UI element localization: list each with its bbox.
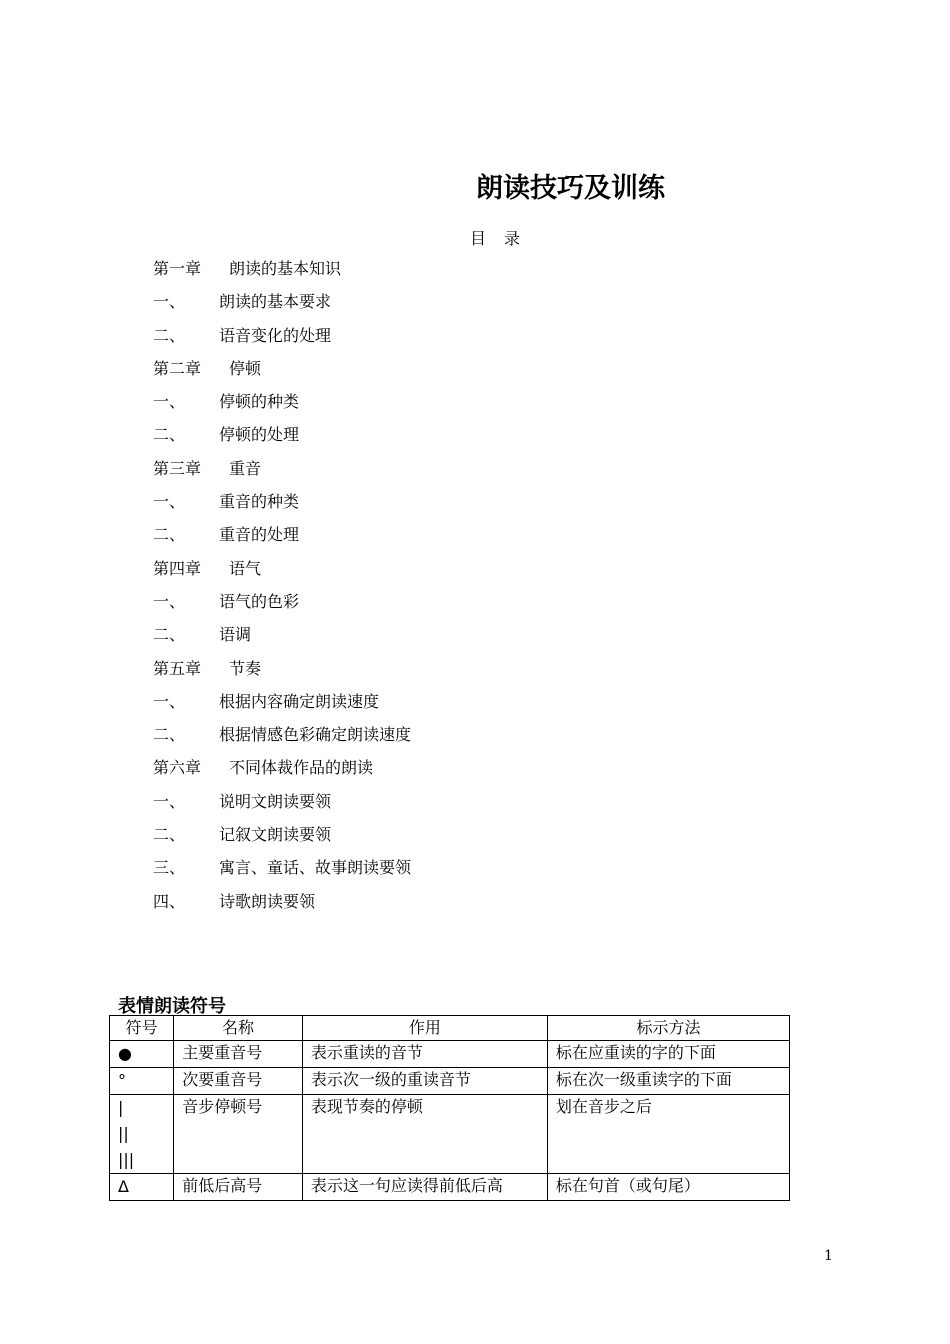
- cell-symbol: [110, 1068, 174, 1095]
- cell-use: 表示次一级的重读音节: [302, 1068, 547, 1095]
- toc-item-number: 二、: [153, 825, 186, 845]
- toc-item-text: 记叙文朗读要领: [219, 825, 332, 845]
- cell-use: 表示这一句应读得前低后高: [302, 1174, 547, 1201]
- toc-item: [153, 756, 411, 789]
- cell-name: 主要重音号: [174, 1041, 303, 1068]
- toc-item: [153, 823, 411, 856]
- cell-use: 表现节奏的停顿: [302, 1095, 547, 1174]
- toc-item-text: 停顿: [229, 358, 262, 378]
- reading-symbol: |||: [118, 1150, 135, 1169]
- toc-item: [153, 723, 411, 756]
- toc-item-number: 二、: [153, 525, 186, 545]
- toc-item-number: 二、: [153, 425, 186, 445]
- toc-item-text: 重音: [229, 458, 262, 478]
- toc-item: [153, 657, 411, 690]
- toc-item-number: 一、: [153, 392, 186, 412]
- toc-item-number: 三、: [153, 858, 186, 878]
- toc-item-number: 二、: [153, 725, 186, 745]
- toc-item-text: 说明文朗读要领: [219, 791, 332, 811]
- cell-symbol: [110, 1095, 174, 1174]
- toc-item-text: 诗歌朗读要领: [219, 891, 316, 911]
- cell-method: 标在应重读的字的下面: [547, 1041, 789, 1068]
- toc-item-number: 第三章: [153, 458, 202, 478]
- cell-name: 前低后高号: [174, 1174, 303, 1201]
- toc-item: [153, 690, 411, 723]
- toc-item: [153, 890, 411, 923]
- toc-item: [153, 357, 411, 390]
- reading-symbol: ||: [118, 1124, 129, 1143]
- toc-item: [153, 523, 411, 556]
- toc-item-number: 第六章: [153, 758, 202, 778]
- toc-item: [153, 590, 411, 623]
- toc-item-text: 停顿的处理: [219, 425, 300, 445]
- toc-item: [153, 257, 411, 290]
- toc-heading: 目录: [470, 229, 539, 248]
- toc-item-number: 第一章: [153, 259, 202, 278]
- toc-item-text: 停顿的种类: [219, 392, 300, 412]
- table-header-row: [110, 1016, 790, 1041]
- cell-symbol: [110, 1174, 174, 1201]
- header-name: 名称: [174, 1016, 303, 1041]
- toc-item: [153, 290, 411, 323]
- toc-item: [153, 457, 411, 490]
- reading-symbol: °: [118, 1071, 126, 1090]
- toc-item: [153, 856, 411, 889]
- table-row: [110, 1095, 790, 1174]
- table-row: [110, 1068, 790, 1095]
- toc-item-number: 二、: [153, 625, 186, 645]
- cell-name: 次要重音号: [174, 1068, 303, 1095]
- document-title: 朗读技巧及训练: [476, 173, 665, 204]
- page-number: 1: [824, 1248, 833, 1264]
- table-of-contents: [153, 257, 411, 923]
- toc-item: [153, 557, 411, 590]
- reading-symbol: |: [118, 1098, 124, 1117]
- table-row: [110, 1174, 790, 1201]
- toc-item-text: 朗读的基本要求: [219, 292, 332, 312]
- toc-item: [153, 623, 411, 656]
- toc-item-number: 一、: [153, 591, 186, 611]
- toc-item-number: 第五章: [153, 658, 202, 678]
- toc-item-text: 朗读的基本知识: [229, 259, 342, 278]
- toc-item: [153, 423, 411, 456]
- header-method: 标示方法: [547, 1016, 789, 1041]
- reading-symbol: Δ: [118, 1177, 129, 1196]
- toc-item-number: 一、: [153, 292, 186, 312]
- toc-item: [153, 390, 411, 423]
- cell-method: 标在句首（或句尾）: [547, 1174, 789, 1201]
- toc-item-text: 语调: [219, 625, 252, 645]
- toc-item-number: 一、: [153, 492, 186, 512]
- cell-symbol: [110, 1041, 174, 1068]
- toc-item-text: 语气的色彩: [219, 591, 300, 611]
- reading-symbol: ●: [118, 1044, 132, 1063]
- toc-item-text: 语气: [229, 558, 262, 578]
- toc-item: [153, 790, 411, 823]
- cell-use: 表示重读的音节: [302, 1041, 547, 1068]
- toc-item-text: 重音的处理: [219, 525, 300, 545]
- toc-item-number: 二、: [153, 325, 186, 345]
- toc-item-number: 四、: [153, 891, 186, 911]
- toc-item-text: 根据情感色彩确定朗读速度: [219, 725, 412, 745]
- toc-item-text: 重音的种类: [219, 492, 300, 512]
- cell-name: 音步停顿号: [174, 1095, 303, 1174]
- toc-item-text: 语音变化的处理: [219, 325, 332, 345]
- toc-item-text: 不同体裁作品的朗读: [229, 758, 374, 778]
- toc-item-number: 第四章: [153, 558, 202, 578]
- cell-method: 标在次一级重读字的下面: [547, 1068, 789, 1095]
- toc-item-text: 寓言、童话、故事朗读要领: [219, 858, 412, 878]
- toc-item-number: 第二章: [153, 358, 202, 378]
- toc-item: [153, 324, 411, 357]
- toc-item-text: 根据内容确定朗读速度: [219, 691, 380, 711]
- toc-item-text: 节奏: [229, 658, 262, 678]
- table-title: 表情朗读符号: [118, 996, 226, 1017]
- toc-item: [153, 490, 411, 523]
- toc-item-number: 一、: [153, 791, 186, 811]
- cell-method: 划在音步之后: [547, 1095, 789, 1174]
- toc-item-number: 一、: [153, 691, 186, 711]
- header-symbol: 符号: [110, 1016, 174, 1041]
- reading-symbols-table: [109, 1015, 790, 1201]
- table-row: [110, 1041, 790, 1068]
- header-use: 作用: [302, 1016, 547, 1041]
